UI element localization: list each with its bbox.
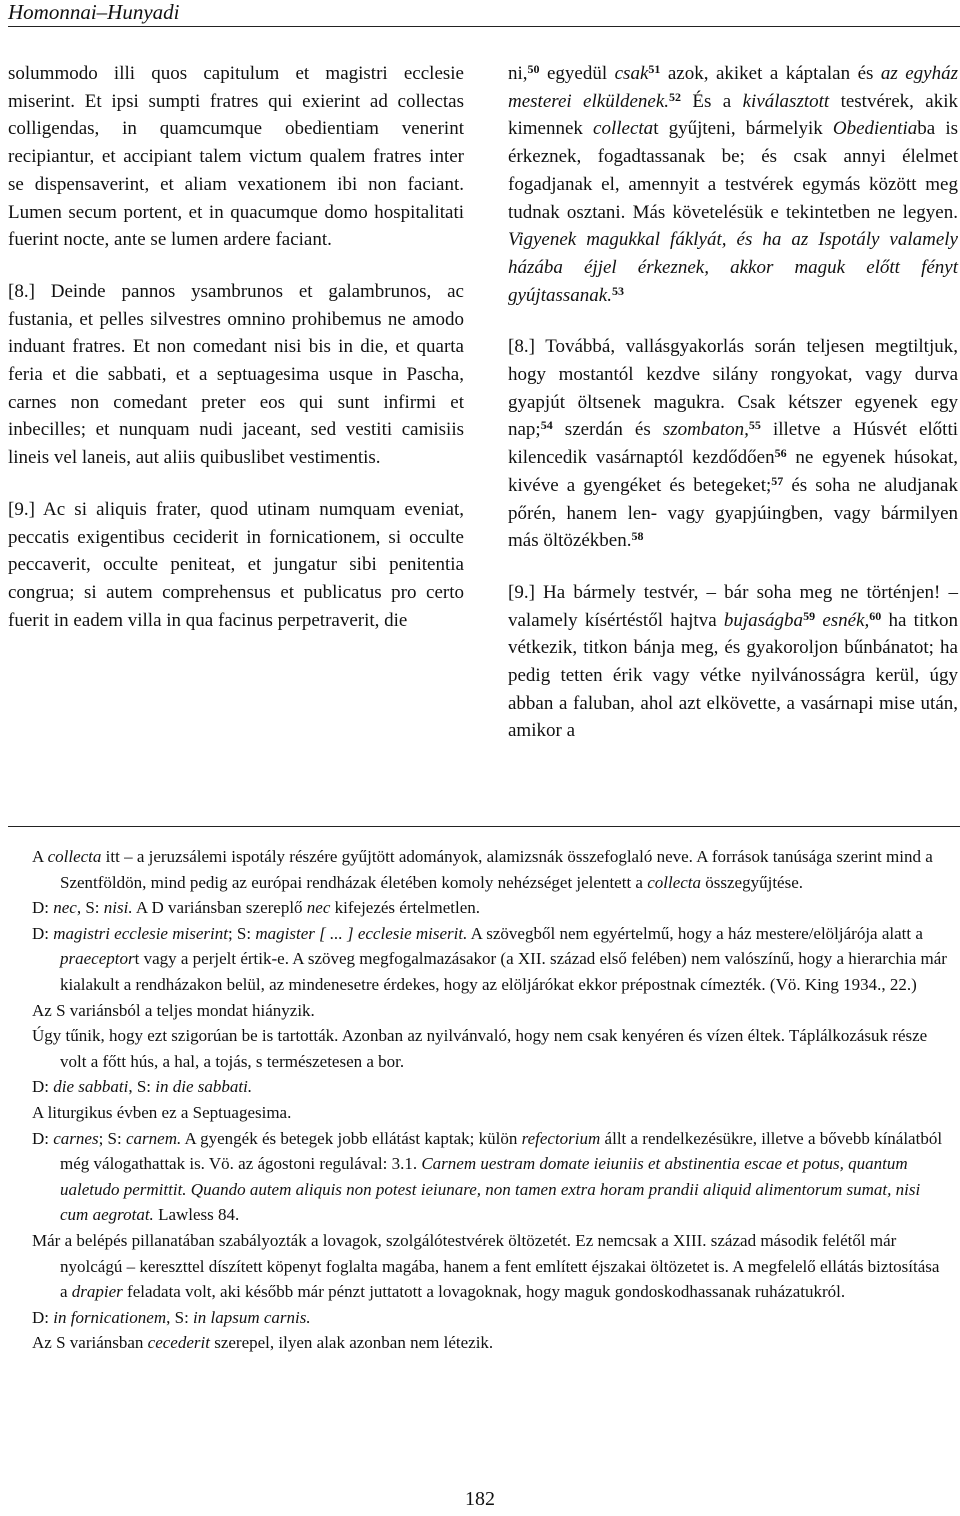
footnote bbox=[8, 1126, 948, 1228]
text-run: D: bbox=[32, 1077, 54, 1097]
text-run: A gyengék és betegek jobb ellátást kaptak; külön bbox=[181, 1128, 522, 1148]
footnotes bbox=[8, 844, 948, 1356]
italic-text: drapier bbox=[71, 1282, 123, 1302]
text-run: itt – a jeruzsálemi ispotály részére gyűjtött adományok, alamizsnák összefoglaló neve. A források tanúsága szerint mind a Szentföldön, mind pedig az európai rendházak életében komoly nehézséget jelentett a bbox=[60, 847, 933, 892]
footnote-text bbox=[32, 1129, 942, 1225]
text-run: solummodo illi quos capitulum et magistri ecclesie miserint. Et ipsi sumpti fratres qui exierint ad collectas colligendas, in quamcumque obedientiam venerint recipiantur, et accipiant talem victum qualem fratres inter se dispensaverint, et aliam vexationem ibi non faciant. Lumen secum portent, et in quacumque domo hospitalitati fuerint nocte, ante se lumen ardere faciant. bbox=[8, 63, 464, 251]
text-run: illetve a Húsvét előtti kilencedik vasárnaptól kezdődően bbox=[508, 419, 958, 469]
text-run: Az S variánsból a teljes mondat hiányzik. bbox=[32, 1000, 315, 1020]
footnote-ref: 54 bbox=[540, 418, 553, 433]
footnote-text bbox=[32, 1103, 291, 1122]
footnote bbox=[8, 1330, 948, 1356]
running-header-title: Homonnai–Hunyadi bbox=[8, 0, 180, 24]
italic-text: in lapsum carnis. bbox=[193, 1307, 311, 1327]
footnote-text bbox=[32, 1026, 927, 1071]
italic-text: collecta bbox=[593, 118, 654, 140]
text-run: ba is érkeznek, fogadtassanak be; és csak annyi élelmet fogadjanak el, amennyit a testvérek egymás között meg tudnak osztani. Más követelésük e tekintetben ne legyen. bbox=[508, 118, 958, 223]
text-run: , S: bbox=[166, 1307, 194, 1327]
footnote-text bbox=[32, 1308, 311, 1327]
text-run: azok, akiket a káptalan és bbox=[660, 63, 881, 84]
footnote-text bbox=[32, 1077, 252, 1096]
text-run: Lawless 84. bbox=[153, 1205, 240, 1225]
italic-text: az egyház mesterei elküldenek. bbox=[508, 63, 958, 112]
italic-text: nec bbox=[53, 898, 77, 918]
text-run: ; S: bbox=[98, 1128, 126, 1148]
text-run: [8.] Továbbá, vallásgyakorlás során teljesen megtiltjuk, hogy mostantól kezdve silány rongyokat, vagy durva gyapjút öltsenek magukra. Csak kétszer egyenek egy nap; bbox=[508, 336, 958, 441]
italic-text: carnem. bbox=[125, 1128, 182, 1148]
italic-text: collecta bbox=[47, 847, 102, 866]
footnote-ref: 51 bbox=[648, 62, 661, 76]
footnote-ref: 52 bbox=[669, 89, 682, 104]
italic-text: die sabbati bbox=[53, 1077, 129, 1097]
italic-text: cecederit bbox=[147, 1333, 210, 1353]
text-run: D: bbox=[32, 923, 54, 943]
text-run: t vagy a perjelt értik-e. A szöveg megfogalmazásakor (a XII. század első felében) nem valószínű, hogy a hierarchia már kialakult a rendházakon belül, az mindenesetre érdekes, hogy az elöljárókat ekkor prépostnak címezték. (Vö. King 1934., 22.) bbox=[60, 949, 947, 994]
text-run: A D variánsban szereplő bbox=[132, 898, 307, 918]
page-number: 182 bbox=[465, 1488, 495, 1510]
footnote bbox=[8, 1023, 948, 1074]
footnote-ref: 57 bbox=[771, 473, 784, 488]
text-run: feladata volt, aki később már pénzt juttatott a lovagoknak, hogy maguk gondoskodhassanak ruházatukról. bbox=[122, 1282, 846, 1302]
text-run: és soha ne aludjanak pőrén, hanem len- vagy gyapjúingben, vagy bármilyen más öltözékben. bbox=[508, 474, 958, 552]
hungarian-paragraph bbox=[508, 579, 958, 745]
text-run: , S: bbox=[76, 898, 104, 918]
text-run: [8.] Deinde pannos ysambrunos et galambrunos, ac fustania, et pelles silvestres omnino prohibemus ne amodo induant fratres. Et non comedant nisi bis in die, et quarta feria et die sabbati, et a septuagesima usque in Pascha, carnes non comedant preter eos qui sunt infirmi et inbecilles; et nunquam nudi jaceant, sed vestiti camisiis lineis vel laneis, aut aliis quibuslibet vestimentis. bbox=[8, 280, 464, 469]
latin-paragraph bbox=[8, 278, 464, 472]
text-run: ha titkon vétkezik, titkon bánja meg, és gyakoroljon bűnbánatot; ha pedig tetten érik vagy vétke nyilvánosságra kerül, úgy abban a faluban, ahol azt elkövette, a vasárnapi mise után, amikor a bbox=[508, 609, 959, 742]
footnote bbox=[8, 895, 948, 921]
italic-text: bujaságba bbox=[723, 609, 804, 631]
text-run: A liturgikus évben ez a Septuagesima. bbox=[32, 1102, 292, 1122]
italic-text: csak bbox=[614, 63, 649, 84]
footnote-ref: 50 bbox=[527, 62, 540, 76]
italic-text: refectorium bbox=[521, 1128, 601, 1148]
footnote-text bbox=[32, 847, 933, 892]
text-run: A szövegből nem egyértelmű, hogy a ház mestere/elöljárója alatt a bbox=[467, 923, 923, 943]
footnote-ref: 60 bbox=[869, 608, 882, 623]
text-run: összegyűjtése. bbox=[701, 872, 804, 892]
text-run: Már a belépés pillanatában szabályozták a lovagok, szolgálótestvérek öltözetét. Ez nemcsak a XIII. század második felétől már nyolcágú – kereszttel díszített köpenyt foglalta magába, hanem a fent említett éjszakai öltözetet is. A megfelelő ellátás biztosítása a bbox=[32, 1230, 940, 1302]
italic-text: nisi. bbox=[103, 898, 133, 918]
footnote-text bbox=[32, 898, 480, 917]
text-run: ne egyenek húsokat, kivéve a gyengéket és betegeket; bbox=[508, 447, 959, 496]
text-run: És a bbox=[681, 90, 743, 112]
text-run: D: bbox=[32, 1307, 54, 1327]
text-run: Úgy tűnik, hogy ezt szigorúan be is tartották. Azonban az nyilvánvaló, hogy nem csak kenyéren és vízen éltek. Táplálkozásuk része volt a főtt hús, a hal, a tojás, s természetesen a bor. bbox=[32, 1026, 928, 1071]
footnote bbox=[8, 1074, 948, 1100]
text-run: ; S: bbox=[227, 923, 256, 943]
footnote bbox=[8, 844, 948, 895]
text-run: szerdán és bbox=[552, 419, 663, 441]
footnote-text bbox=[32, 1231, 939, 1301]
footnote-separator bbox=[8, 826, 960, 827]
italic-text: Carnem uestram domate ieiuniis et abstinentia escae et potus, quantum ualetudo permittit. Quando autem aliquis non potest ieiunare, non tamen extra horam prandii aliquid alimentorum sumat, nisi cum aegrotat. bbox=[60, 1154, 921, 1225]
footnote bbox=[8, 921, 948, 998]
italic-text: Vigyenek magukkal fáklyát, és ha az Ispotály valamely házába éjjel érkeznek, akkor maguk előtt fényt gyújtassanak. bbox=[508, 229, 958, 306]
text-run: D: bbox=[32, 898, 54, 918]
text-run: [9.] Ha bármely testvér, – bár soha meg ne történjen! – valamely kísértéstől hajtva bbox=[508, 581, 958, 631]
latin-paragraph bbox=[8, 60, 464, 254]
footnote-ref: 56 bbox=[774, 446, 787, 461]
italic-text: magister [ ... ] ecclesie miserit. bbox=[255, 923, 468, 943]
footnote-ref: 58 bbox=[631, 529, 644, 544]
italic-text: szombaton, bbox=[662, 419, 749, 441]
latin-paragraph bbox=[8, 496, 464, 635]
footnote-text bbox=[32, 1333, 493, 1352]
running-header bbox=[8, 0, 960, 27]
text-run: [9.] Ac si aliquis frater, quod utinam numquam eveniat, peccatis exigentibus ceciderit in fornicationem, si occulte peccaverit, occulte peniteat, et jungatur sibi penitentia congrua; si autem comprehensus et publicatus pro certo fuerit in eadem villa in qua facinus perpetraverit, die bbox=[8, 498, 464, 631]
italic-text: magistri ecclesie miserint bbox=[53, 923, 228, 943]
text-run: t gyűjteni, bármelyik bbox=[653, 118, 833, 140]
footnote bbox=[8, 1100, 948, 1126]
italic-text: esnék, bbox=[822, 609, 870, 631]
italic-text: in fornicationem bbox=[53, 1307, 167, 1327]
italic-text: carnes bbox=[53, 1128, 99, 1148]
footnote bbox=[8, 1305, 948, 1331]
footnote bbox=[8, 998, 948, 1024]
text-run: kifejezés értelmetlen. bbox=[330, 898, 481, 918]
italic-text: collecta bbox=[647, 872, 702, 892]
text-run: testvérek, akik kimennek bbox=[508, 90, 958, 140]
italic-text: kiválasztott bbox=[742, 90, 830, 112]
hungarian-paragraph bbox=[508, 333, 958, 555]
footnote bbox=[8, 1228, 948, 1305]
footnote-ref: 55 bbox=[748, 418, 761, 433]
latin-column bbox=[8, 60, 464, 634]
text-run: ni, bbox=[508, 63, 528, 84]
footnote-ref: 53 bbox=[611, 283, 624, 298]
footnote-text bbox=[32, 924, 947, 994]
text-run: A bbox=[32, 847, 48, 866]
text-run: szerepel, ilyen alak azonban nem létezik. bbox=[209, 1333, 494, 1353]
text-run: állt a rendelkezésükre, illetve a bővebb kínálatból még válogathattak is. Vö. az ágostoni regulával: 3.1. bbox=[60, 1128, 943, 1174]
footnote-ref: 59 bbox=[803, 608, 816, 623]
footnote-text bbox=[32, 1001, 315, 1020]
text-run: egyedül bbox=[539, 63, 615, 84]
text-run: D: bbox=[32, 1128, 54, 1148]
italic-text: in die sabbati. bbox=[155, 1077, 253, 1097]
italic-text: Obedientia bbox=[832, 118, 918, 140]
hungarian-paragraph bbox=[508, 60, 958, 309]
italic-text: praeceptor bbox=[60, 949, 135, 969]
italic-text: nec bbox=[306, 898, 331, 918]
text-run: Az S variánsban bbox=[32, 1333, 148, 1353]
hungarian-column bbox=[508, 60, 958, 745]
text-run: , S: bbox=[128, 1077, 156, 1097]
